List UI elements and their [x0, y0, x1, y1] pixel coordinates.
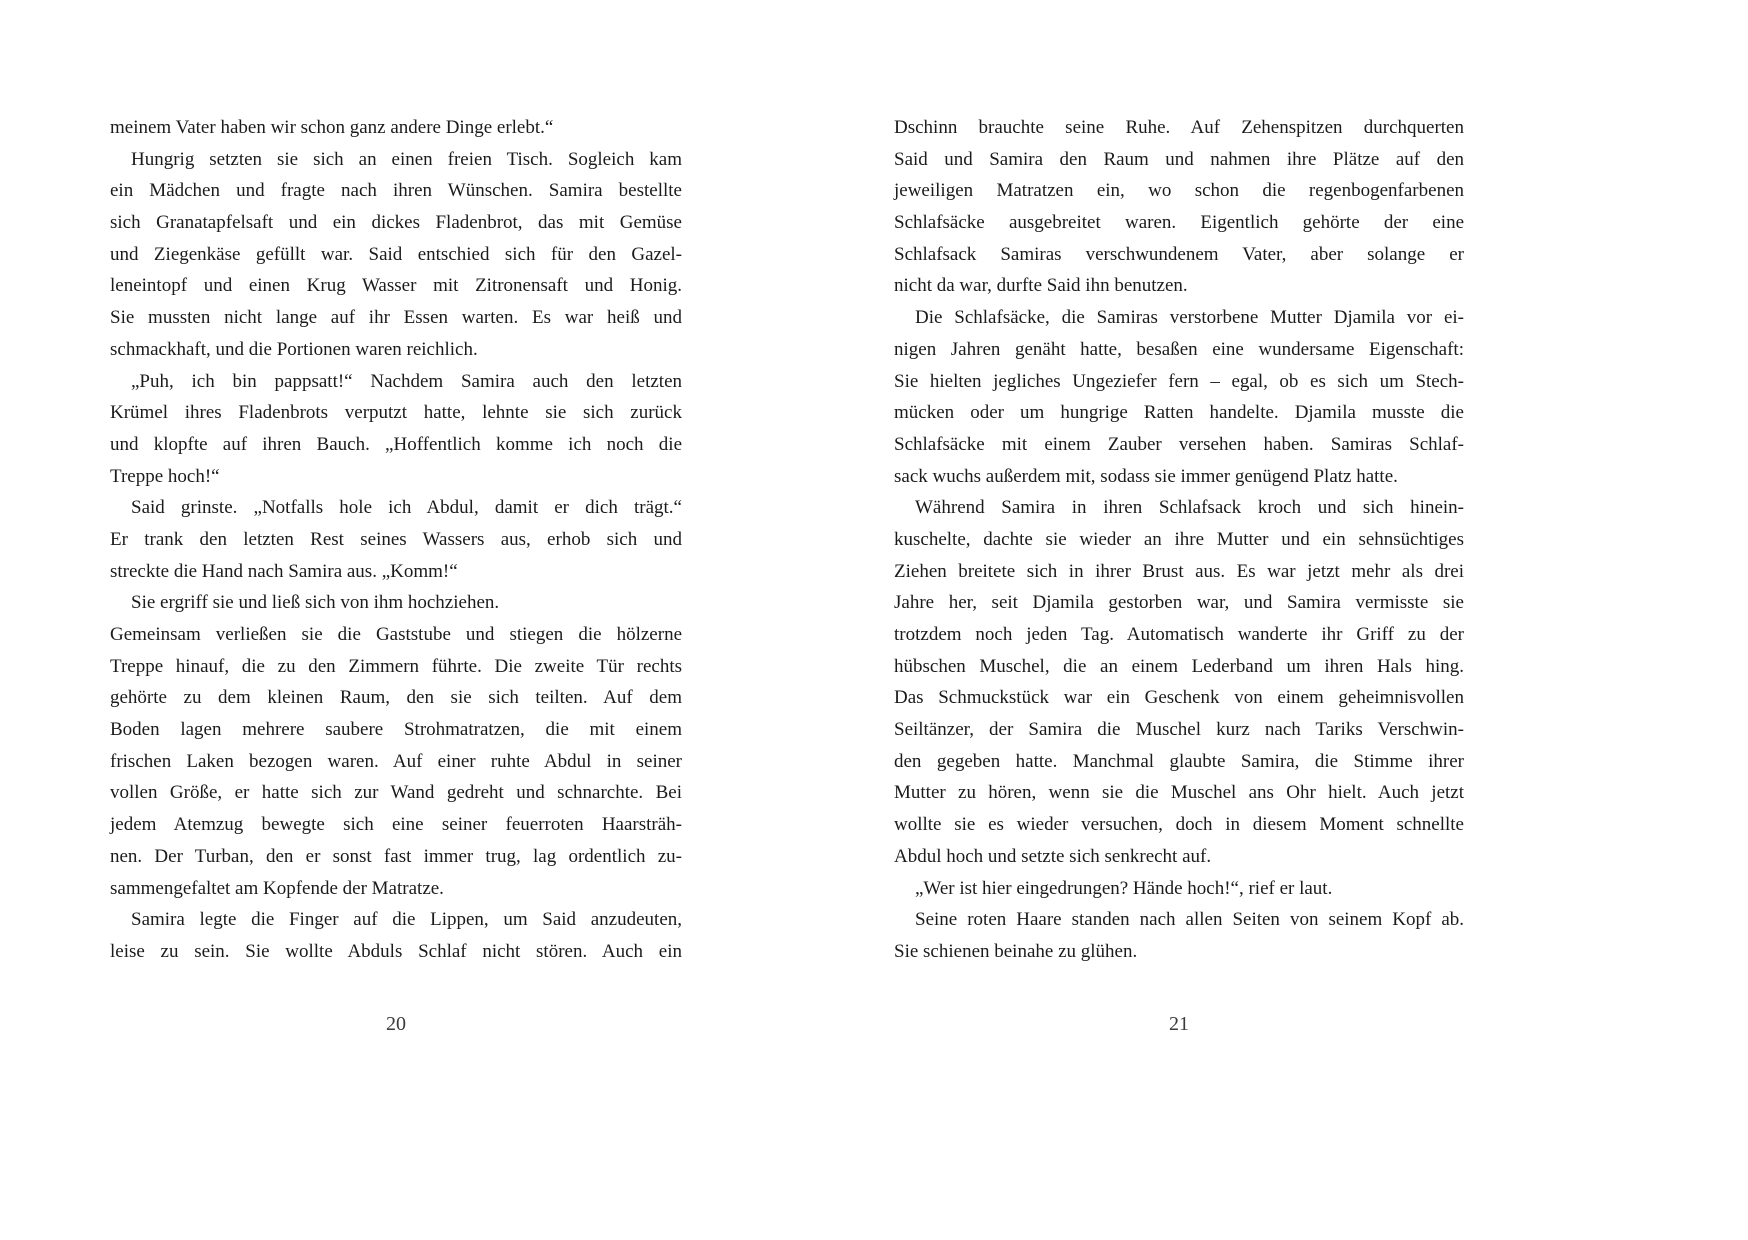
text-line: Sie ergriff sie und ließ sich von ihm hochziehen. [131, 592, 500, 614]
text-line: Krümel ihres Fladenbrots verputzt hatte, lehnte sie sich zurück [110, 402, 682, 424]
text-line: Sie schienen beinahe zu glühen. [894, 940, 1138, 962]
page-right-text [894, 112, 1464, 968]
text-line: Schlafsack Samiras verschwundenem Vater, aber solange er [894, 243, 1464, 265]
text-line: nen. Der Turban, den er sonst fast immer trug, lag ordentlich zu- [110, 845, 682, 867]
text-line: Samira legte die Finger auf die Lippen, um Said anzudeuten, [131, 909, 682, 931]
text-line: Während Samira in ihren Schlafsack kroch und sich hinein- [915, 497, 1464, 519]
text-line: Mutter zu hören, wenn sie die Muschel ans Ohr hielt. Auch jetzt [894, 782, 1464, 804]
text-line: Schlafsäcke ausgebreitet waren. Eigentlich gehörte der eine [894, 212, 1464, 234]
text-line: schmackhaft, und die Portionen waren reichlich. [110, 338, 478, 360]
text-line: Das Schmuckstück war ein Geschenk von einem geheimnisvollen [894, 687, 1464, 709]
text-line: Hungrig setzten sie sich an einen freien Tisch. Sogleich kam [131, 148, 682, 170]
page-left-number: 20 [386, 1013, 406, 1035]
text-line: Gemeinsam verließen sie die Gaststube und stiegen die hölzerne [110, 624, 682, 645]
text-line: und Ziegenkäse gefüllt war. Said entschied sich für den Gazel- [110, 243, 682, 265]
text-line: sammengefaltet am Kopfende der Matratze. [110, 877, 444, 899]
text-line: „Wer ist hier eingedrungen? Hände hoch!“, rief er laut. [915, 877, 1333, 899]
text-line: nigen Jahren genäht hatte, besaßen eine wundersame Eigenschaft: [894, 338, 1464, 360]
text-line: nicht da war, durfte Said ihn benutzen. [894, 275, 1188, 297]
text-line: Boden lagen mehrere saubere Strohmatratzen, die mit einem [110, 719, 682, 741]
text-line: jedem Atemzug bewegte sich eine seiner feuerroten Haarsträh- [110, 814, 682, 836]
page-left-text [110, 112, 682, 968]
text-line: sack wuchs außerdem mit, sodass sie immer genügend Platz hatte. [894, 465, 1398, 487]
text-line: und klopfte auf ihren Bauch. „Hoffentlich komme ich noch die [110, 433, 682, 455]
text-line: Sie hielten jegliches Ungeziefer fern – egal, ob es sich um Stech- [894, 370, 1464, 392]
text-line: leise zu sein. Sie wollte Abduls Schlaf nicht stören. Auch ein [110, 940, 682, 962]
text-line: Jahre her, seit Djamila gestorben war, und Samira vermisste sie [894, 592, 1464, 614]
text-line: kuschelte, dachte sie wieder an ihre Mutter und ein sehnsüchtiges [894, 528, 1464, 550]
text-line: Said und Samira den Raum und nahmen ihre Plätze auf den [894, 148, 1464, 170]
text-line: jeweiligen Matratzen ein, wo schon die regenbogenfarbenen [894, 180, 1464, 202]
text-line: wollte sie es wieder versuchen, doch in diesem Moment schnellte [894, 814, 1464, 836]
text-line: leneintopf und einen Krug Wasser mit Zitronensaft und Honig. [110, 275, 682, 297]
text-line: Er trank den letzten Rest seines Wassers aus, erhob sich und [110, 528, 682, 550]
text-line: Sie mussten nicht lange auf ihr Essen warten. Es war heiß und [110, 307, 682, 329]
text-line: Ziehen breitete sich in ihrer Brust aus. Es war jetzt mehr als drei [894, 560, 1464, 582]
text-line: streckte die Hand nach Samira aus. „Komm!“ [110, 560, 458, 582]
text-line: gehörte zu dem kleinen Raum, den sie sich teilten. Auf dem [110, 687, 682, 709]
text-line: ein Mädchen und fragte nach ihren Wünschen. Samira bestellte [110, 180, 682, 202]
text-line: den gegeben hatte. Manchmal glaubte Samira, die Stimme ihrer [894, 750, 1464, 772]
text-line: Said grinste. „Notfalls hole ich Abdul, damit er dich trägt.“ [131, 497, 682, 519]
text-line: mücken oder um hungrige Ratten handelte. Djamila musste die [894, 402, 1464, 424]
text-line: frischen Laken bezogen waren. Auf einer ruhte Abdul in seiner [110, 750, 682, 772]
text-line: „Puh, ich bin pappsatt!“ Nachdem Samira auch den letzten [131, 370, 682, 392]
text-line: Treppe hinauf, die zu den Zimmern führte. Die zweite Tür rechts [110, 655, 682, 677]
text-line: Seine roten Haare standen nach allen Seiten von seinem Kopf ab. [915, 909, 1464, 931]
text-line: Dschinn brauchte seine Ruhe. Auf Zehenspitzen durchquerten [894, 117, 1464, 138]
text-line: sich Granatapfelsaft und ein dickes Fladenbrot, das mit Gemüse [110, 212, 682, 234]
text-line: trotzdem noch jeden Tag. Automatisch wanderte ihr Griff zu der [894, 624, 1464, 645]
text-line: Abdul hoch und setzte sich senkrecht auf. [894, 845, 1212, 867]
text-line: Seiltänzer, der Samira die Muschel kurz nach Tariks Verschwin- [894, 719, 1464, 741]
text-line: Treppe hoch!“ [110, 465, 220, 487]
text-line: hübschen Muschel, die an einem Lederband um ihren Hals hing. [894, 655, 1464, 677]
page-right-number: 21 [1169, 1013, 1189, 1035]
text-line: Schlafsäcke mit einem Zauber versehen haben. Samiras Schlaf- [894, 433, 1464, 455]
text-line: meinem Vater haben wir schon ganz andere Dinge erlebt.“ [110, 117, 554, 138]
text-line: Die Schlafsäcke, die Samiras verstorbene Mutter Djamila vor ei- [915, 307, 1464, 329]
text-line: vollen Größe, er hatte sich zur Wand gedreht und schnarchte. Bei [110, 782, 682, 804]
